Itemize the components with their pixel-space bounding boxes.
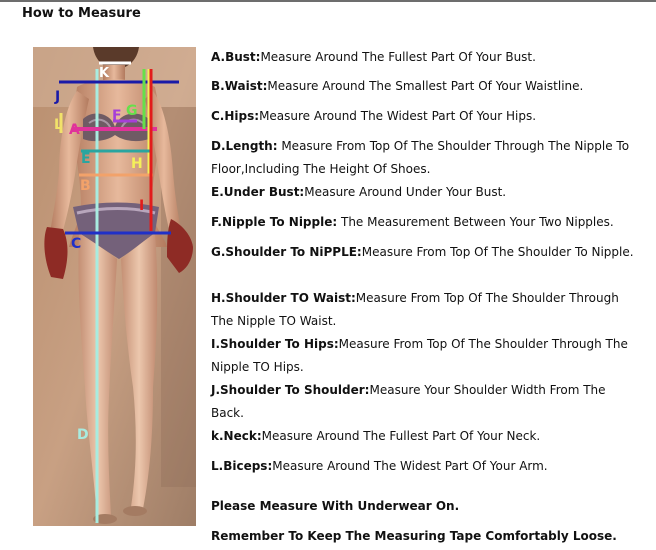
step-shoulder-to-hips xyxy=(211,333,641,379)
step-text: Measure From Top Of The Shoulder To Nipple. xyxy=(361,245,634,259)
step-text: Measure Around The Widest Part Of Your Hips. xyxy=(259,109,537,123)
step-label: L.Biceps: xyxy=(211,459,273,473)
step-text: Measure Around The Fullest Part Of Your Bust. xyxy=(260,50,536,64)
step-label: J.Shoulder To Shoulder: xyxy=(211,383,370,397)
marker-letter: F xyxy=(112,108,122,124)
step-text: Measure Around The Smallest Part Of Your Waistline. xyxy=(267,79,584,93)
step-label: C.Hips: xyxy=(211,109,260,123)
step-label: B.Waist: xyxy=(211,79,268,93)
step-label: E.Under Bust: xyxy=(211,185,305,199)
marker-letter: E xyxy=(81,151,91,167)
marker-letter: H xyxy=(131,156,143,172)
step-neck xyxy=(211,425,540,448)
step-text: Measure From Top Of The Shoulder Through The Nipple TO Hips. xyxy=(211,337,628,374)
note-underwear: Please Measure With Underwear On. xyxy=(211,499,460,513)
marker-letter: C xyxy=(71,236,82,252)
top-divider xyxy=(0,0,656,2)
step-shoulder-to-waist xyxy=(211,287,641,333)
step-waist xyxy=(211,75,583,98)
step-text: Measure Around Under Your Bust. xyxy=(304,185,507,199)
step-text: Measure Around The Fullest Part Of Your Neck. xyxy=(261,429,541,443)
step-label: A.Bust: xyxy=(211,50,261,64)
step-nipple-to-nipple xyxy=(211,211,614,234)
marker-letter: L xyxy=(54,117,63,133)
marker-letter: K xyxy=(99,66,110,81)
step-bust xyxy=(211,46,536,69)
step-text: Measure Around The Widest Part Of Your Arm. xyxy=(272,459,548,473)
step-label: D.Length: xyxy=(211,139,278,153)
step-under-bust xyxy=(211,181,506,204)
step-label: k.Neck: xyxy=(211,429,262,443)
step-hips xyxy=(211,105,536,128)
step-biceps xyxy=(211,455,548,478)
step-text: The Measurement Between Your Two Nipples. xyxy=(337,215,614,229)
step-label: G.Shoulder To NiPPLE: xyxy=(211,245,362,259)
marker-letter: D xyxy=(77,427,89,443)
step-label: F.Nipple To Nipple: xyxy=(211,215,338,229)
step-label: H.Shoulder TO Waist: xyxy=(211,291,356,305)
step-length xyxy=(211,135,641,181)
step-shoulder-to-shoulder xyxy=(211,379,641,425)
step-label: I.Shoulder To Hips: xyxy=(211,337,339,351)
step-text: Measure From Top Of The Shoulder Through The Nipple To Floor,Including The Height Of Shoes. xyxy=(211,139,630,176)
note-tape: Remember To Keep The Measuring Tape Comfortably Loose. xyxy=(211,529,617,543)
measurement-figure xyxy=(33,47,196,526)
marker-letter: I xyxy=(139,198,145,214)
marker-letter: J xyxy=(55,89,61,105)
marker-letter: B xyxy=(80,178,91,194)
step-text: Measure From Top Of The Shoulder Through The Nipple TO Waist. xyxy=(211,291,619,328)
marker-letter: G xyxy=(126,103,138,119)
step-shoulder-to-nipple xyxy=(211,241,634,264)
marker-letter: A xyxy=(69,122,80,138)
step-text: Measure Your Shoulder Width From The Back. xyxy=(211,383,606,420)
page-title: How to Measure xyxy=(22,6,141,21)
